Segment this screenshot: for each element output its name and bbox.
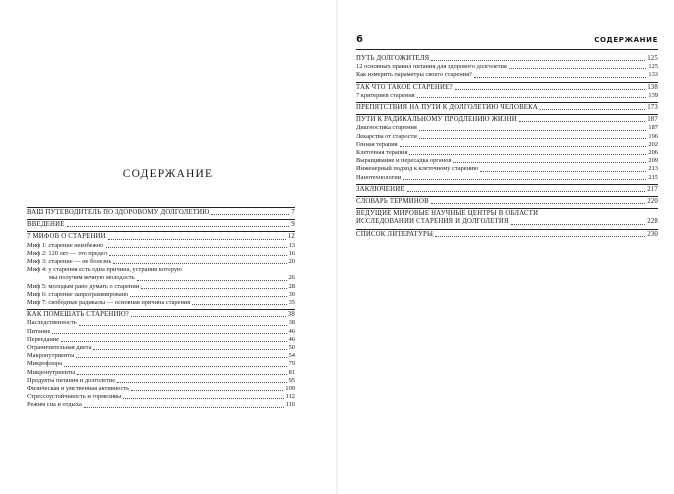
- toc-subentry[interactable]: [356, 149, 658, 157]
- toc-entry-title: Макронутриенты: [27, 352, 75, 360]
- toc-entry-page: 187: [647, 116, 658, 124]
- toc-section: [356, 229, 658, 239]
- toc-entry-page: 138: [647, 83, 658, 91]
- toc-subentry[interactable]: [27, 328, 295, 336]
- toc-entry-title: ПУТИ К РАДИКАЛЬНОМУ ПРОДЛЕНИЮ ЖИЗНИ: [356, 116, 517, 124]
- toc-subentry[interactable]: [27, 385, 295, 393]
- toc-entry-page: 9: [291, 221, 295, 229]
- toc-chapter-entry[interactable]: [356, 231, 658, 239]
- dot-leader: [455, 89, 646, 90]
- dot-leader: [435, 236, 645, 237]
- toc-entry-title: Лекарства от старости: [356, 132, 417, 140]
- toc-entry-page: 54: [288, 352, 295, 360]
- toc-subentry[interactable]: [27, 369, 295, 377]
- dot-leader: [61, 341, 287, 342]
- dot-leader: [76, 357, 286, 358]
- toc-entry-page: 139: [648, 91, 658, 99]
- toc-chapter-entry[interactable]: [27, 221, 295, 229]
- toc-chapter-entry[interactable]: [356, 218, 658, 226]
- dot-leader: [192, 304, 286, 305]
- toc-subentry[interactable]: [356, 157, 658, 165]
- toc-entry-page: 46: [288, 335, 295, 343]
- toc-section: [356, 196, 658, 206]
- toc-chapter-entry[interactable]: [356, 116, 658, 124]
- dot-leader: [453, 162, 646, 163]
- toc-subentry[interactable]: [27, 319, 295, 327]
- toc-entry-page: 187: [648, 124, 658, 132]
- toc-entry-title: Питание: [27, 327, 51, 335]
- toc-entry-page: 13: [288, 241, 295, 249]
- dot-leader: [109, 255, 287, 256]
- toc-subentry[interactable]: [27, 258, 295, 266]
- toc-entry-page: 50: [288, 344, 295, 352]
- toc-entry-title: 12 основных правил питания для здорового долголетия: [356, 63, 507, 71]
- toc-subentry[interactable]: [356, 92, 658, 100]
- toc-subentry[interactable]: [27, 393, 295, 401]
- toc-section: [356, 114, 658, 182]
- dot-leader: [141, 288, 286, 289]
- toc-entry-title: Миф 5: молодым рано думать о старении: [27, 282, 140, 290]
- dot-leader: [407, 191, 645, 192]
- toc-section: [356, 54, 658, 80]
- toc-entry-page: 125: [647, 55, 658, 62]
- toc-entry-title: Нанотехнологии: [356, 173, 402, 181]
- toc-entry-page: 30: [288, 290, 295, 298]
- toc-subentry[interactable]: [27, 291, 295, 299]
- toc-title: СОДЕРЖАНИЕ: [122, 168, 214, 180]
- dot-leader: [417, 97, 647, 98]
- toc-chapter-entry[interactable]: [356, 84, 658, 92]
- dot-leader: [64, 366, 287, 367]
- toc-entry-page: 28: [288, 282, 295, 290]
- toc-chapter-entry[interactable]: [356, 104, 658, 112]
- toc-section: [27, 207, 295, 217]
- dot-leader: [113, 263, 286, 264]
- dot-leader: [519, 121, 645, 122]
- toc-entry-title: Миф 1: старение неизбежно: [27, 241, 104, 249]
- dot-leader: [77, 374, 287, 375]
- toc-subentry[interactable]: [27, 377, 295, 385]
- toc-section: [27, 309, 295, 409]
- toc-entry-title: Микрофлора: [27, 360, 62, 368]
- toc-section: [356, 82, 658, 100]
- toc-entry-title: Наследственность: [27, 319, 77, 327]
- toc-entry-title: ВАШ ПУТЕВОДИТЕЛЬ ПО ЗДОРОВОМУ ДОЛГОЛЕТИЮ: [27, 209, 210, 216]
- toc-chapter-entry[interactable]: [27, 233, 295, 241]
- toc-entry-title: 7 МИФОВ О СТАРЕНИИ: [27, 233, 106, 241]
- toc-entry-page: 209: [648, 157, 658, 165]
- dot-leader: [93, 349, 286, 350]
- toc-entry-title: Режим сна и отдыха: [27, 401, 82, 409]
- page-number: 6: [356, 34, 363, 45]
- toc-chapter-entry[interactable]: [356, 198, 658, 206]
- dot-leader: [480, 171, 646, 172]
- toc-entry-title: ПУТЬ ДОЛГОЖИТЕЛЯ: [356, 55, 430, 62]
- toc-entry-title: мы получим вечную молодость: [49, 274, 135, 282]
- toc-entry-page: 81: [288, 368, 295, 376]
- toc-entry-title: Миф 2: 120 лет — это предел: [27, 249, 107, 257]
- dot-leader: [431, 203, 645, 204]
- dot-leader: [400, 146, 647, 147]
- toc-entry-page: 213: [648, 165, 658, 173]
- toc-entry-page: 173: [647, 104, 658, 112]
- toc-subentry[interactable]: [27, 274, 295, 282]
- toc-subentry[interactable]: [27, 401, 295, 409]
- toc-subentry[interactable]: [27, 360, 295, 368]
- toc-entry-page: 228: [647, 218, 658, 226]
- toc-entry-page: 35: [288, 299, 295, 307]
- toc-section: [27, 231, 295, 307]
- toc-entry-page: 20: [288, 258, 295, 266]
- toc-chapter-entry[interactable]: [356, 210, 658, 218]
- dot-leader: [403, 179, 646, 180]
- toc-entry-page: 46: [288, 327, 295, 335]
- toc-subentry[interactable]: [356, 133, 658, 141]
- toc-chapter-entry[interactable]: [356, 186, 658, 194]
- toc-chapter-entry[interactable]: [27, 311, 295, 319]
- toc-entry-page: 202: [648, 140, 658, 148]
- dot-leader: [108, 239, 286, 240]
- toc-entry-page: 79: [288, 360, 295, 368]
- dot-leader: [419, 138, 647, 139]
- toc-subentry[interactable]: [356, 124, 658, 132]
- toc-entry-page: 38: [287, 311, 295, 319]
- toc-entry-title: Переедание: [27, 335, 59, 343]
- dot-leader: [431, 60, 645, 61]
- toc-entry-title: Миф 6: старение запрограммировано: [27, 290, 129, 298]
- toc-subentry[interactable]: [356, 174, 658, 182]
- dot-leader: [509, 68, 647, 69]
- toc-entry-page: 12: [287, 233, 295, 241]
- right-page: [338, 0, 674, 494]
- toc-entry-title: СПИСОК ЛИТЕРАТУРЫ: [356, 230, 434, 238]
- toc-entry-title: Микронутриенты: [27, 368, 76, 376]
- dot-leader: [117, 382, 286, 383]
- toc-entry-page: 133: [648, 71, 658, 79]
- header-rule: [356, 49, 658, 50]
- toc-entry-page: 206: [648, 149, 658, 157]
- toc-subentry[interactable]: [27, 336, 295, 344]
- toc-section: [356, 208, 658, 226]
- left-page: [0, 0, 336, 494]
- toc-entry-title: ЗАКЛЮЧЕНИЕ: [356, 185, 405, 193]
- dot-leader: [419, 130, 647, 131]
- toc-subentry[interactable]: [27, 242, 295, 250]
- toc-entry-title: СЛОВАРЬ ТЕРМИНОВ: [356, 198, 429, 206]
- toc-list-left: [27, 205, 295, 410]
- dot-leader: [123, 398, 283, 399]
- dot-leader: [511, 224, 646, 225]
- toc-entry-page: 217: [647, 185, 658, 193]
- toc-entry-title: Физическая и умственная активность: [27, 385, 130, 393]
- toc-subentry[interactable]: [27, 352, 295, 360]
- toc-entry-title: Стрессоустойчивость и гормезивы: [27, 393, 122, 401]
- running-head: СОДЕРЖАНИЕ: [594, 36, 658, 44]
- toc-entry-title: ВВЕДЕНИЕ: [27, 221, 65, 229]
- toc-subentry[interactable]: [27, 299, 295, 307]
- dot-leader: [79, 325, 287, 326]
- toc-entry-title: ТАК ЧТО ТАКОЕ СТАРЕНИЕ?: [356, 83, 453, 91]
- toc-entry-page: 220: [647, 198, 658, 206]
- toc-entry-page: 125: [648, 63, 658, 71]
- toc-entry-page: 116: [285, 401, 295, 409]
- toc-chapter-entry[interactable]: [356, 55, 658, 63]
- toc-entry-title: ВЕДУЩИЕ МИРОВЫЕ НАУЧНЫЕ ЦЕНТРЫ В ОБЛАСТИ: [356, 210, 539, 218]
- toc-entry-title: ПРЕПЯТСТВИЯ НА ПУТИ К ДОЛГОЛЕТИЮ ЧЕЛОВЕКА: [356, 104, 539, 112]
- dot-leader: [474, 77, 647, 78]
- toc-entry-page: 109: [285, 385, 295, 393]
- toc-list-right: [356, 54, 658, 239]
- toc-entry-title: КАК ПОМЕШАТЬ СТАРЕНИЮ?: [27, 311, 130, 319]
- dot-leader: [540, 109, 645, 110]
- toc-entry-title: Генная терапия: [356, 140, 398, 148]
- toc-section: [356, 184, 658, 194]
- toc-subentry[interactable]: [356, 141, 658, 149]
- toc-subentry[interactable]: [27, 250, 295, 258]
- toc-entry-page: 112: [285, 393, 295, 401]
- toc-entry-title: Ограничительная диета: [27, 344, 92, 352]
- toc-entry-title: Миф 7: свободные радикалы — основная причина старения: [27, 299, 191, 307]
- toc-entry-title: Клеточная терапия: [356, 149, 408, 157]
- toc-entry-title: ИССЛЕДОВАНИЙ СТАРЕНИЯ И ДОЛГОЛЕТИЯ: [356, 218, 509, 226]
- toc-chapter-entry[interactable]: [27, 209, 295, 217]
- toc-entry-title: Продукты питания и долголетие: [27, 376, 116, 384]
- dot-leader: [67, 226, 290, 227]
- dot-leader: [137, 280, 287, 281]
- toc-subentry[interactable]: [356, 165, 658, 173]
- dot-leader: [130, 296, 286, 297]
- toc-entry-title: 7 критериев старения: [356, 91, 415, 99]
- toc-entry-page: 230: [647, 230, 658, 238]
- toc-entry-title: Миф 4: у старения есть одна причина, устранив которую: [27, 266, 182, 274]
- toc-entry-page: 16: [288, 249, 295, 257]
- toc-entry-page: 38: [288, 319, 295, 327]
- dot-leader: [131, 390, 283, 391]
- toc-entry-title: Инженерный подход к клеточному старению: [356, 165, 479, 173]
- dot-leader: [106, 247, 287, 248]
- toc-entry-page: 95: [288, 376, 295, 384]
- dot-leader: [131, 316, 286, 317]
- dot-leader: [409, 154, 646, 155]
- toc-entry-page: 215: [648, 173, 658, 181]
- toc-entry-page: 7: [291, 209, 295, 216]
- toc-entry-page: 26: [288, 274, 295, 282]
- toc-subentry[interactable]: [356, 63, 658, 71]
- toc-section: [27, 219, 295, 229]
- toc-section: [356, 102, 658, 112]
- toc-entry-page: 196: [648, 132, 658, 140]
- toc-subentry[interactable]: [356, 71, 658, 79]
- toc-entry-title: Миф 3: старение — не болезнь: [27, 258, 112, 266]
- toc-subentry[interactable]: [27, 266, 295, 274]
- toc-subentry[interactable]: [27, 344, 295, 352]
- toc-subentry[interactable]: [27, 283, 295, 291]
- dot-leader: [84, 407, 284, 408]
- toc-entry-title: Диагностика старения: [356, 124, 417, 132]
- toc-entry-title: Как измерить параметры своего старения?: [356, 71, 472, 79]
- dot-leader: [211, 214, 289, 215]
- toc-entry-title: Выращивание и пересадка органов: [356, 157, 452, 165]
- dot-leader: [52, 333, 286, 334]
